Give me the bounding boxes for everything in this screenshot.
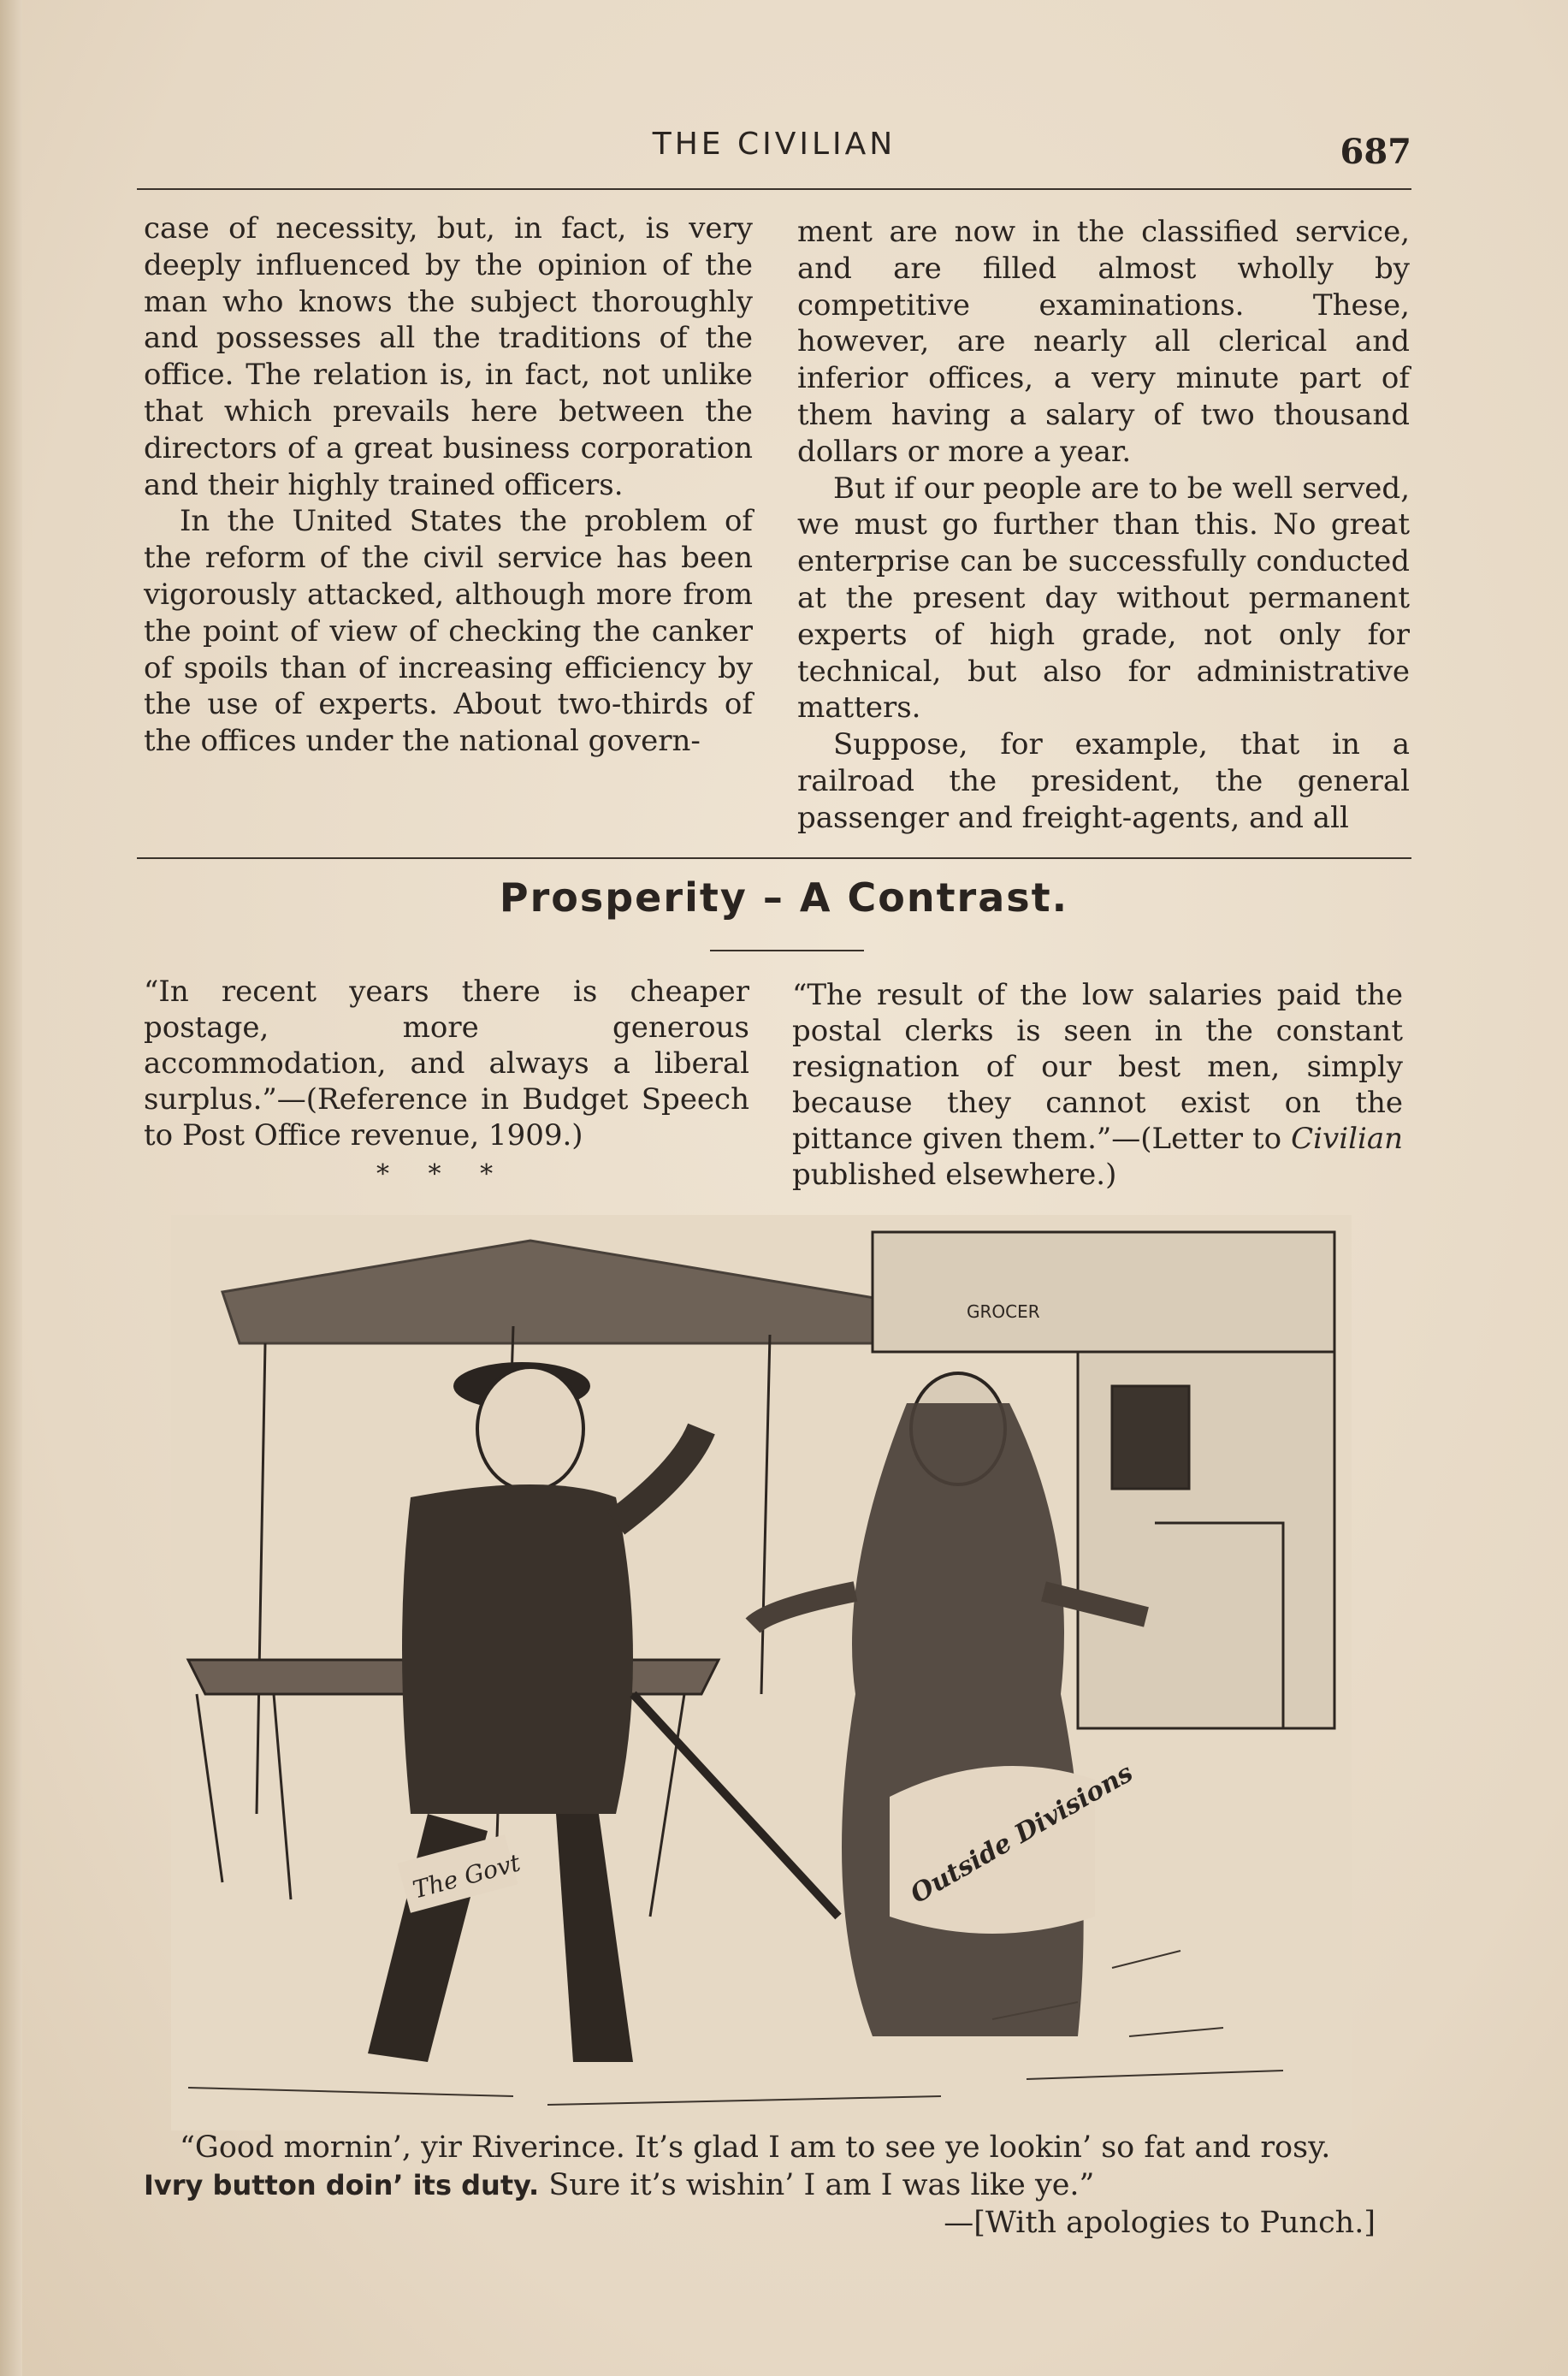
header-rule bbox=[137, 188, 1411, 190]
left-quote bbox=[144, 974, 749, 1153]
section-rule bbox=[137, 857, 1411, 859]
page-header bbox=[137, 127, 1411, 187]
outside-divisions-label: Outside Divisions bbox=[905, 1757, 1139, 1910]
cartoon-illustration bbox=[171, 1215, 1352, 2130]
section-stars: * * * bbox=[376, 1159, 509, 1189]
page-binding-edge bbox=[0, 0, 22, 2376]
right-quote bbox=[792, 977, 1403, 1193]
caption-text-end: Sure it’s wishin’ I am I was like ye.” bbox=[539, 2168, 1095, 2202]
article-left-column bbox=[144, 210, 753, 760]
title-underline bbox=[710, 950, 864, 951]
article-right-column bbox=[797, 214, 1410, 837]
grocer-sign: GROCER bbox=[967, 1301, 1040, 1322]
article-paragraph: ment are now in the classified service, and are filled almost wholly by competitive examinations. These, however, are nearly all clerical and inferior offices, a very minute part of them having a salary of two thousand dollars or more a year. bbox=[797, 215, 1410, 469]
govt-label: The Govt bbox=[410, 1848, 524, 1905]
cartoon-caption bbox=[144, 2129, 1376, 2242]
civilian-title: Civilian bbox=[1291, 1122, 1403, 1156]
left-quote-text: “In recent years there is cheaper postage, more generous accommodation, and always a liberal surplus.”—(Reference in Budget Speech to Post Office revenue, 1909.) bbox=[144, 975, 749, 1152]
caption-text: “Good mornin’, yir Riverince. It’s glad I am to see ye lookin’ so fat and rosy. bbox=[180, 2130, 1331, 2165]
caption-bold-text: Ivry button doin’ its duty. bbox=[144, 2169, 540, 2201]
page-number: 687 bbox=[1340, 132, 1411, 172]
article-paragraph: Suppose, for example, that in a railroad the president, the general passenger and freight-agents, and all bbox=[797, 727, 1410, 835]
article-paragraph: case of necessity, but, in fact, is very deeply influenced by the opinion of the man who knows the subject thoroughly and possesses all the traditions of the office. The relation is, in fact, not unlike that which prevails here between the directors of a great business corporation and their highly trained officers. bbox=[144, 211, 753, 502]
right-quote-text: “The result of the low salaries paid the postal clerks is seen in the constant resignation of our best men, simply because they cannot exist on the pittance given them.”—(Letter to bbox=[792, 978, 1403, 1156]
feature-title: Prosperity – A Contrast. bbox=[499, 874, 1069, 921]
article-paragraph: But if our people are to be well served, we must go further than this. No great enterprise can be successfully conducted at the present day without permanent experts of high grade, not only for technical, but also for administrative matters. bbox=[797, 471, 1410, 726]
running-title: THE CIVILIAN bbox=[652, 127, 896, 162]
right-quote-suffix: published elsewhere.) bbox=[792, 1158, 1117, 1192]
article-paragraph: In the United States the problem of the reform of the civil service has been vigorously attacked, although more from the point of view of checking the canker of spoils than of increasing efficiency by the use of experts. About two-thirds of the offices under the national govern- bbox=[144, 504, 753, 759]
caption-credit: —[With apologies to Punch.] bbox=[944, 2206, 1376, 2240]
